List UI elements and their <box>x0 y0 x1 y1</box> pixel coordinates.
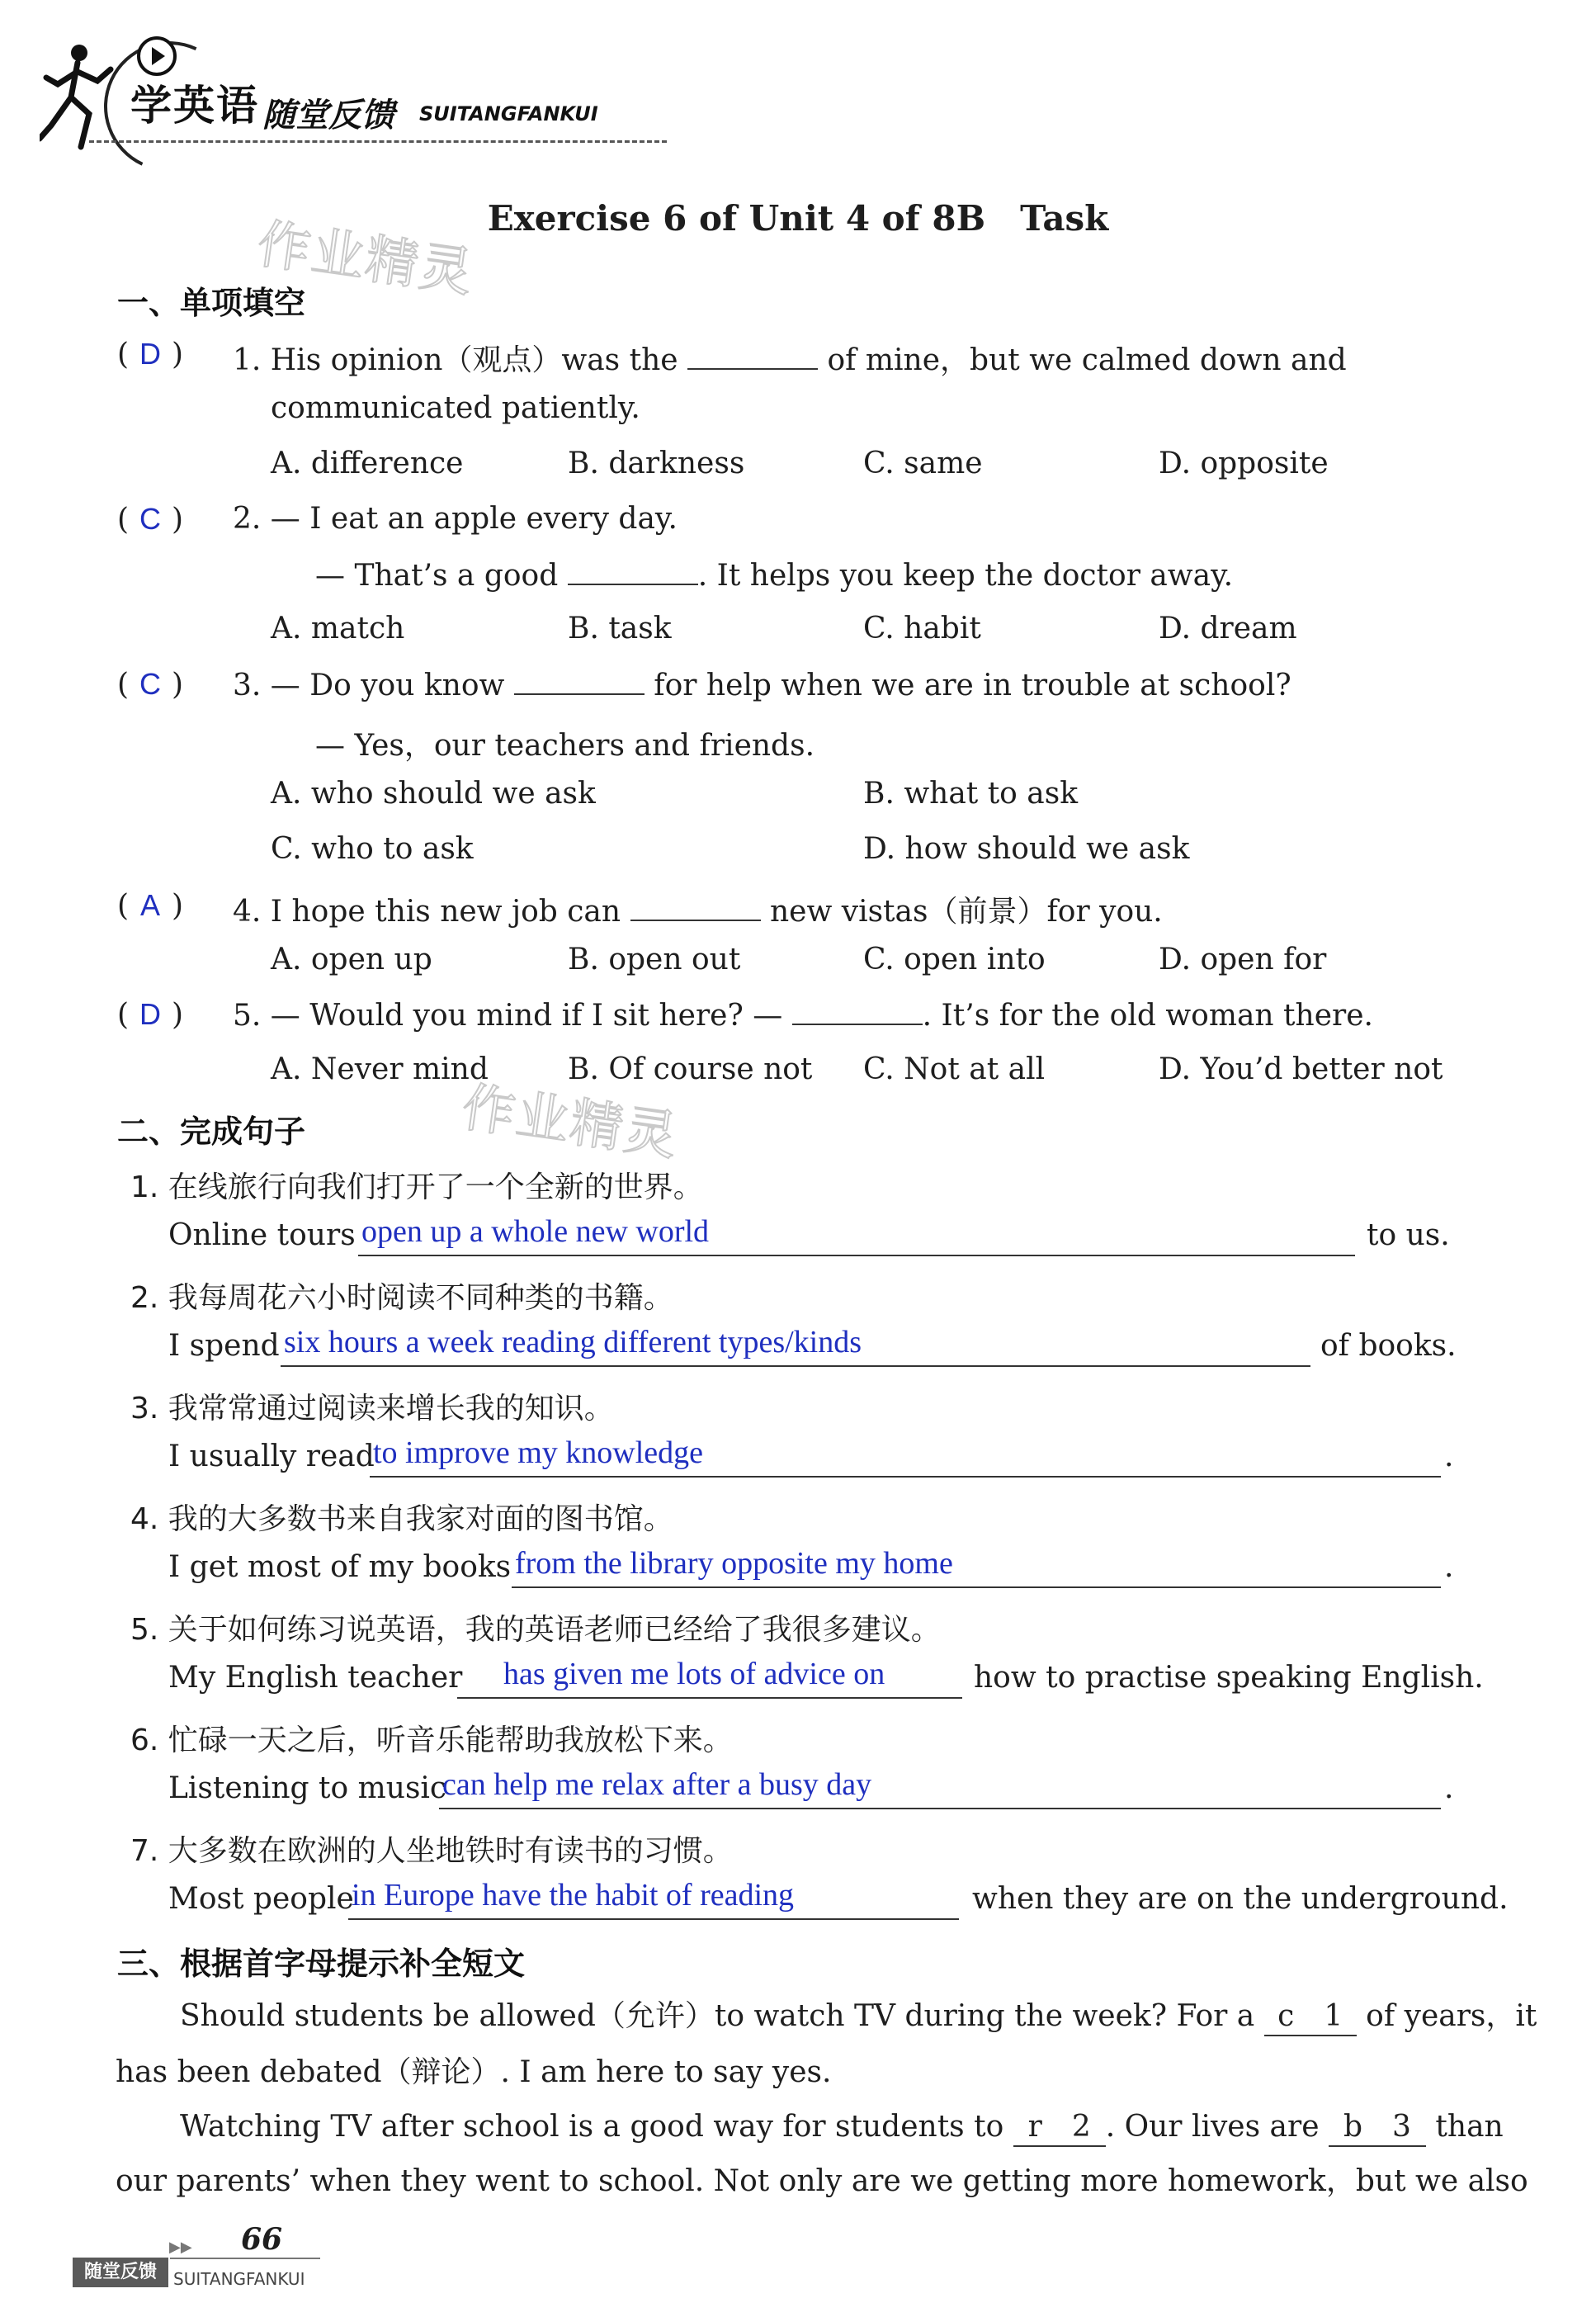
passage-line <box>180 2103 1504 2147</box>
answer-choice: C <box>139 667 162 701</box>
section-heading: 二、完成句子 <box>117 1114 306 1150</box>
sentence-end: to us. <box>1367 1218 1450 1252</box>
stem-text: 5. — Would you mind if I sit here? — <box>233 999 783 1033</box>
option-b: B. darkness <box>568 447 745 480</box>
sentence-start: Online tours <box>168 1218 356 1252</box>
answer-line <box>512 1547 1441 1588</box>
header-banner <box>40 25 667 157</box>
watermark: 作业精灵 <box>458 1076 683 1168</box>
question-stem <box>233 667 1291 702</box>
option-d: D. opposite <box>1159 447 1329 480</box>
question-5: ( D ) <box>117 997 184 1032</box>
page-title: Exercise 6 of Unit 4 of 8B Task <box>487 198 1109 239</box>
sentence-end: how to practise speaking English. <box>974 1661 1484 1695</box>
stem-text: 1. His opinion（观点）was the <box>233 343 678 377</box>
stem-text: 4. I hope this new job can <box>233 895 621 929</box>
option-c: C. same <box>863 447 983 480</box>
handwritten-answer: from the library opposite my home <box>515 1546 953 1581</box>
option-b: B. what to ask <box>863 777 1079 811</box>
handwritten-answer: can help me relax after a busy day <box>442 1767 872 1802</box>
letter-blank: r 2 <box>1013 2103 1106 2147</box>
answer-line <box>348 1879 959 1920</box>
arrow-icon: ▶▶ <box>169 2239 192 2256</box>
answer-choice: A <box>140 888 161 922</box>
option-b: B. Of course not <box>568 1052 813 1086</box>
question-stem <box>315 557 1233 593</box>
banner-divider <box>89 140 667 143</box>
chinese-prompt: 2. 我每周花六小时阅读不同种类的书籍。 <box>130 1281 673 1315</box>
letter-blank: c 1 <box>1264 1993 1357 2036</box>
passage-text: of years，it <box>1366 1999 1537 2033</box>
option-a: A. who should we ask <box>271 777 596 811</box>
stem-text: — That’s a good <box>315 559 559 593</box>
option-c: C. open into <box>863 943 1046 976</box>
question-3: ( C ) <box>117 667 184 702</box>
chinese-prompt: 1. 在线旅行向我们打开了一个全新的世界。 <box>130 1170 703 1204</box>
stem-text: communicated patiently. <box>271 391 640 425</box>
passage-text: . Our lives are <box>1105 2110 1320 2144</box>
stem-text: 2. — I eat an apple every day. <box>233 502 678 536</box>
answer-blank <box>514 667 645 695</box>
sentence-start: Most people <box>168 1882 354 1916</box>
chinese-prompt: 6. 忙碌一天之后，听音乐能帮助我放松下来。 <box>130 1724 733 1757</box>
option-d: D. dream <box>1159 612 1297 645</box>
question-stem <box>233 888 1163 930</box>
stem-text: for help when we are in trouble at school? <box>654 669 1291 702</box>
footer-pinyin: SUITANGFANKUI <box>173 2269 305 2289</box>
answer-choice: D <box>139 337 162 371</box>
stem-text: new vistas（前景）for you. <box>769 895 1163 929</box>
question-stem <box>233 337 1347 379</box>
footer-label: 随堂反馈 <box>73 2258 168 2287</box>
section-heading: 三、根据首字母提示补全短文 <box>117 1946 526 1982</box>
sentence-end: when they are on the underground. <box>972 1882 1509 1916</box>
passage-line <box>180 1993 1537 2036</box>
sentence-start: I usually read <box>168 1440 375 1473</box>
answer-line <box>358 1215 1355 1256</box>
footer-tag <box>73 2258 320 2294</box>
sentence-end: . <box>1444 1771 1454 1805</box>
option-c: C. who to ask <box>271 832 474 866</box>
stem-text: — Yes，our teachers and friends. <box>315 729 815 763</box>
handwritten-answer: to improve my knowledge <box>373 1435 703 1470</box>
option-c: C. habit <box>863 612 981 645</box>
brand-pinyin: SUITANGFANKUI <box>419 102 598 125</box>
answer-blank <box>630 893 761 921</box>
option-a: A. difference <box>271 447 464 480</box>
stem-text: . It helps you keep the doctor away. <box>697 559 1234 593</box>
stem-text: . It’s for the old woman there. <box>922 999 1373 1033</box>
passage-text: Watching TV after school is a good way for students to <box>180 2110 1004 2144</box>
passage-text: than <box>1435 2110 1504 2144</box>
play-icon <box>137 36 177 76</box>
answer-choice: D <box>139 997 162 1031</box>
sentence-end: . <box>1444 1550 1454 1584</box>
handwritten-answer: in Europe have the habit of reading <box>352 1878 795 1913</box>
answer-blank <box>792 997 923 1025</box>
answer-line <box>457 1657 962 1699</box>
question-2: ( C ) <box>117 502 184 537</box>
option-b: B. task <box>568 612 672 645</box>
sentence-end: . <box>1444 1440 1454 1473</box>
page-number: 66 <box>241 2222 283 2257</box>
answer-line <box>370 1436 1441 1478</box>
handwritten-answer: has given me lots of advice on <box>503 1657 885 1691</box>
option-b: B. open out <box>568 943 741 976</box>
sentence-end: of books. <box>1320 1329 1457 1363</box>
option-d: D. You’d better not <box>1159 1052 1443 1086</box>
option-a: A. match <box>271 612 405 645</box>
option-d: D. how should we ask <box>863 832 1190 866</box>
chinese-prompt: 3. 我常常通过阅读来增长我的知识。 <box>130 1392 614 1426</box>
chinese-prompt: 7. 大多数在欧洲的人坐地铁时有读书的习惯。 <box>130 1834 733 1868</box>
answer-choice: C <box>139 502 162 536</box>
option-d: D. open for <box>1159 943 1327 976</box>
chinese-prompt: 4. 我的大多数书来自我家对面的图书馆。 <box>130 1502 673 1536</box>
chinese-prompt: 5. 关于如何练习说英语，我的英语老师已经给了我很多建议。 <box>130 1613 941 1647</box>
answer-blank <box>687 342 818 370</box>
handwritten-answer: open up a whole new world <box>361 1214 710 1249</box>
passage-text: Should students be allowed（允许）to watch TV during the week? For a <box>180 1999 1255 2033</box>
stem-text: 3. — Do you know <box>233 669 505 702</box>
passage-text: has been debated（辩论）. I am here to say yes. <box>116 2055 832 2089</box>
stem-text: of mine，but we calmed down and <box>827 343 1347 377</box>
sentence-start: Listening to music <box>168 1771 447 1805</box>
brand-subtitle: 随堂反馈 <box>262 97 394 135</box>
option-c: C. Not at all <box>863 1052 1046 1086</box>
question-stem <box>233 997 1373 1033</box>
handwritten-answer: six hours a week reading different types/kinds <box>284 1325 862 1359</box>
passage-text: our parents’ when they went to school. Not only are we getting more homework，but we also <box>116 2164 1528 2198</box>
answer-line <box>281 1326 1310 1367</box>
sentence-start: I spend <box>168 1329 280 1363</box>
footer-rule <box>170 2258 320 2259</box>
answer-blank <box>568 557 698 585</box>
watermark: 作业精灵 <box>253 213 479 305</box>
question-1: ( D ) <box>117 337 184 371</box>
answer-line <box>439 1768 1441 1809</box>
sentence-start: My English teacher <box>168 1661 463 1695</box>
option-a: A. open up <box>271 943 432 976</box>
sentence-start: I get most of my books <box>168 1550 512 1584</box>
section-heading: 一、单项填空 <box>117 285 306 321</box>
letter-blank: b 3 <box>1329 2103 1426 2147</box>
brand-title: 学英语 <box>130 82 259 130</box>
question-4: ( A ) <box>117 888 184 923</box>
option-a: A. Never mind <box>271 1052 489 1086</box>
